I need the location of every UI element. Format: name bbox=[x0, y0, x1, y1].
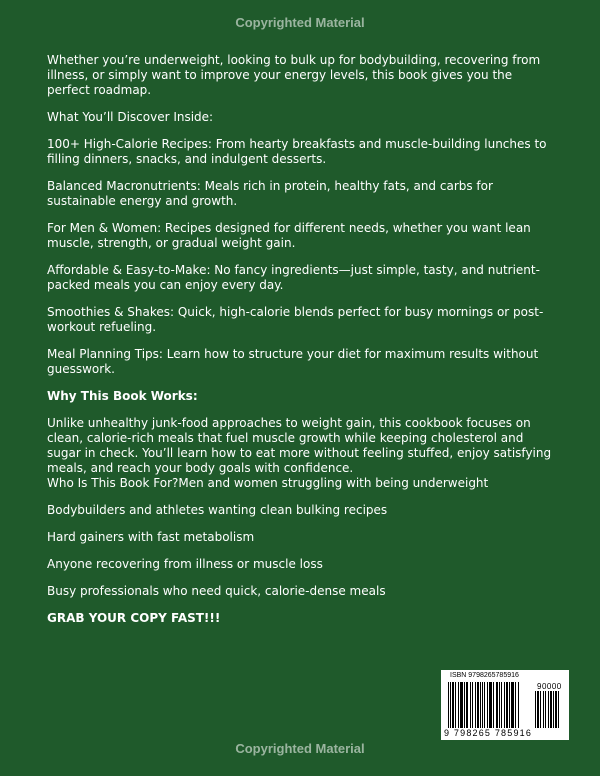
barcode-bar bbox=[545, 691, 546, 728]
barcode-bar bbox=[458, 682, 459, 728]
feature-item: 100+ High-Calorie Recipes: From hearty breakfasts and muscle-building lunches to filling dinners, snacks, and indulgent desserts. bbox=[47, 137, 547, 166]
feature-item: Affordable & Easy-to-Make: No fancy ingredients—just simple, tasty, and nutrient-packed meals you can enjoy every day. bbox=[47, 263, 540, 292]
back-cover-description bbox=[47, 53, 555, 638]
barcode-bar bbox=[470, 682, 471, 728]
barcode-bar bbox=[484, 682, 485, 728]
barcode-bar bbox=[480, 682, 481, 728]
barcode-bar bbox=[487, 682, 488, 728]
barcode-bar bbox=[504, 682, 505, 728]
audience-item: Hard gainers with fast metabolism bbox=[47, 530, 255, 544]
feature-item: Balanced Macronutrients: Meals rich in protein, healthy fats, and carbs for sustainable energy and growth. bbox=[47, 179, 493, 208]
why-heading: Why This Book Works: bbox=[47, 389, 198, 403]
barcode-bar bbox=[515, 682, 516, 728]
audience-item: Busy professionals who need quick, calorie-dense meals bbox=[47, 584, 386, 598]
barcode-bar bbox=[493, 682, 494, 728]
barcode-bar bbox=[450, 682, 451, 728]
barcode-bar bbox=[535, 691, 536, 728]
barcode-bar bbox=[555, 691, 557, 728]
barcode-bar bbox=[550, 691, 552, 728]
discover-heading: What You’ll Discover Inside: bbox=[47, 110, 214, 124]
isbn-digits: 9 798265 785916 bbox=[444, 728, 533, 738]
barcode-bar bbox=[499, 682, 500, 728]
who-line: Who Is This Book For?Men and women struggling with being underweight bbox=[47, 476, 489, 490]
audience-item: Anyone recovering from illness or muscle loss bbox=[47, 557, 323, 571]
barcode-bar bbox=[540, 691, 541, 728]
barcode-bar bbox=[464, 682, 465, 728]
barcode-bar bbox=[511, 682, 514, 728]
cta-text: GRAB YOUR COPY FAST!!! bbox=[47, 611, 221, 625]
barcode-bar bbox=[548, 691, 549, 728]
feature-item: Meal Planning Tips: Learn how to structure your diet for maximum results without guesswork. bbox=[47, 347, 539, 376]
barcode-bar bbox=[472, 682, 473, 728]
audience-item: Bodybuilders and athletes wanting clean bulking recipes bbox=[47, 503, 388, 517]
isbn-label: ISBN 9798265785916 bbox=[450, 672, 519, 679]
barcode-bar bbox=[455, 682, 456, 728]
barcode-addon-bars bbox=[535, 691, 565, 728]
barcode-bar bbox=[489, 682, 492, 728]
why-paragraph: Unlike unhealthy junk-food approaches to weight gain, this cookbook focuses on clean, calorie-rich meals that fuel muscle growth while keeping cholesterol and sugar in check. You’ll learn how to eat more without feeling stuffed, enjoy satisfying meals, and reach your body goals with confidence. bbox=[47, 416, 552, 475]
barcode-bar bbox=[482, 682, 483, 728]
barcode-bar bbox=[477, 682, 479, 728]
barcode-bar bbox=[466, 682, 468, 728]
barcode-bar bbox=[509, 682, 510, 728]
barcode-addon-number: 90000 bbox=[537, 682, 562, 691]
watermark-top: Copyrighted Material bbox=[235, 15, 365, 30]
barcode-bar bbox=[475, 682, 476, 728]
barcode-bar bbox=[558, 691, 559, 728]
feature-item: Smoothies & Shakes: Quick, high-calorie blends perfect for busy mornings or post-workout refueling. bbox=[47, 305, 544, 334]
barcode-bar bbox=[460, 682, 463, 728]
barcode-bar bbox=[496, 682, 498, 728]
barcode-bar bbox=[543, 691, 544, 728]
feature-item: For Men & Women: Recipes designed for different needs, whether you want lean muscle, strength, or gradual weight gain. bbox=[47, 221, 531, 250]
watermark-bottom: Copyrighted Material bbox=[235, 741, 365, 756]
barcode-bar bbox=[553, 691, 554, 728]
isbn-barcode bbox=[441, 670, 569, 740]
barcode-bar bbox=[501, 682, 502, 728]
barcode-bar bbox=[448, 682, 449, 728]
barcode-bar bbox=[518, 682, 519, 728]
intro-paragraph: Whether you’re underweight, looking to bulk up for bodybuilding, recovering from illness, or simply want to improve your energy levels, this book gives you the perfect roadmap. bbox=[47, 53, 541, 97]
barcode-bar bbox=[537, 691, 539, 728]
barcode-bar bbox=[506, 682, 508, 728]
barcode-bars bbox=[448, 682, 530, 728]
barcode-bar bbox=[452, 682, 454, 728]
